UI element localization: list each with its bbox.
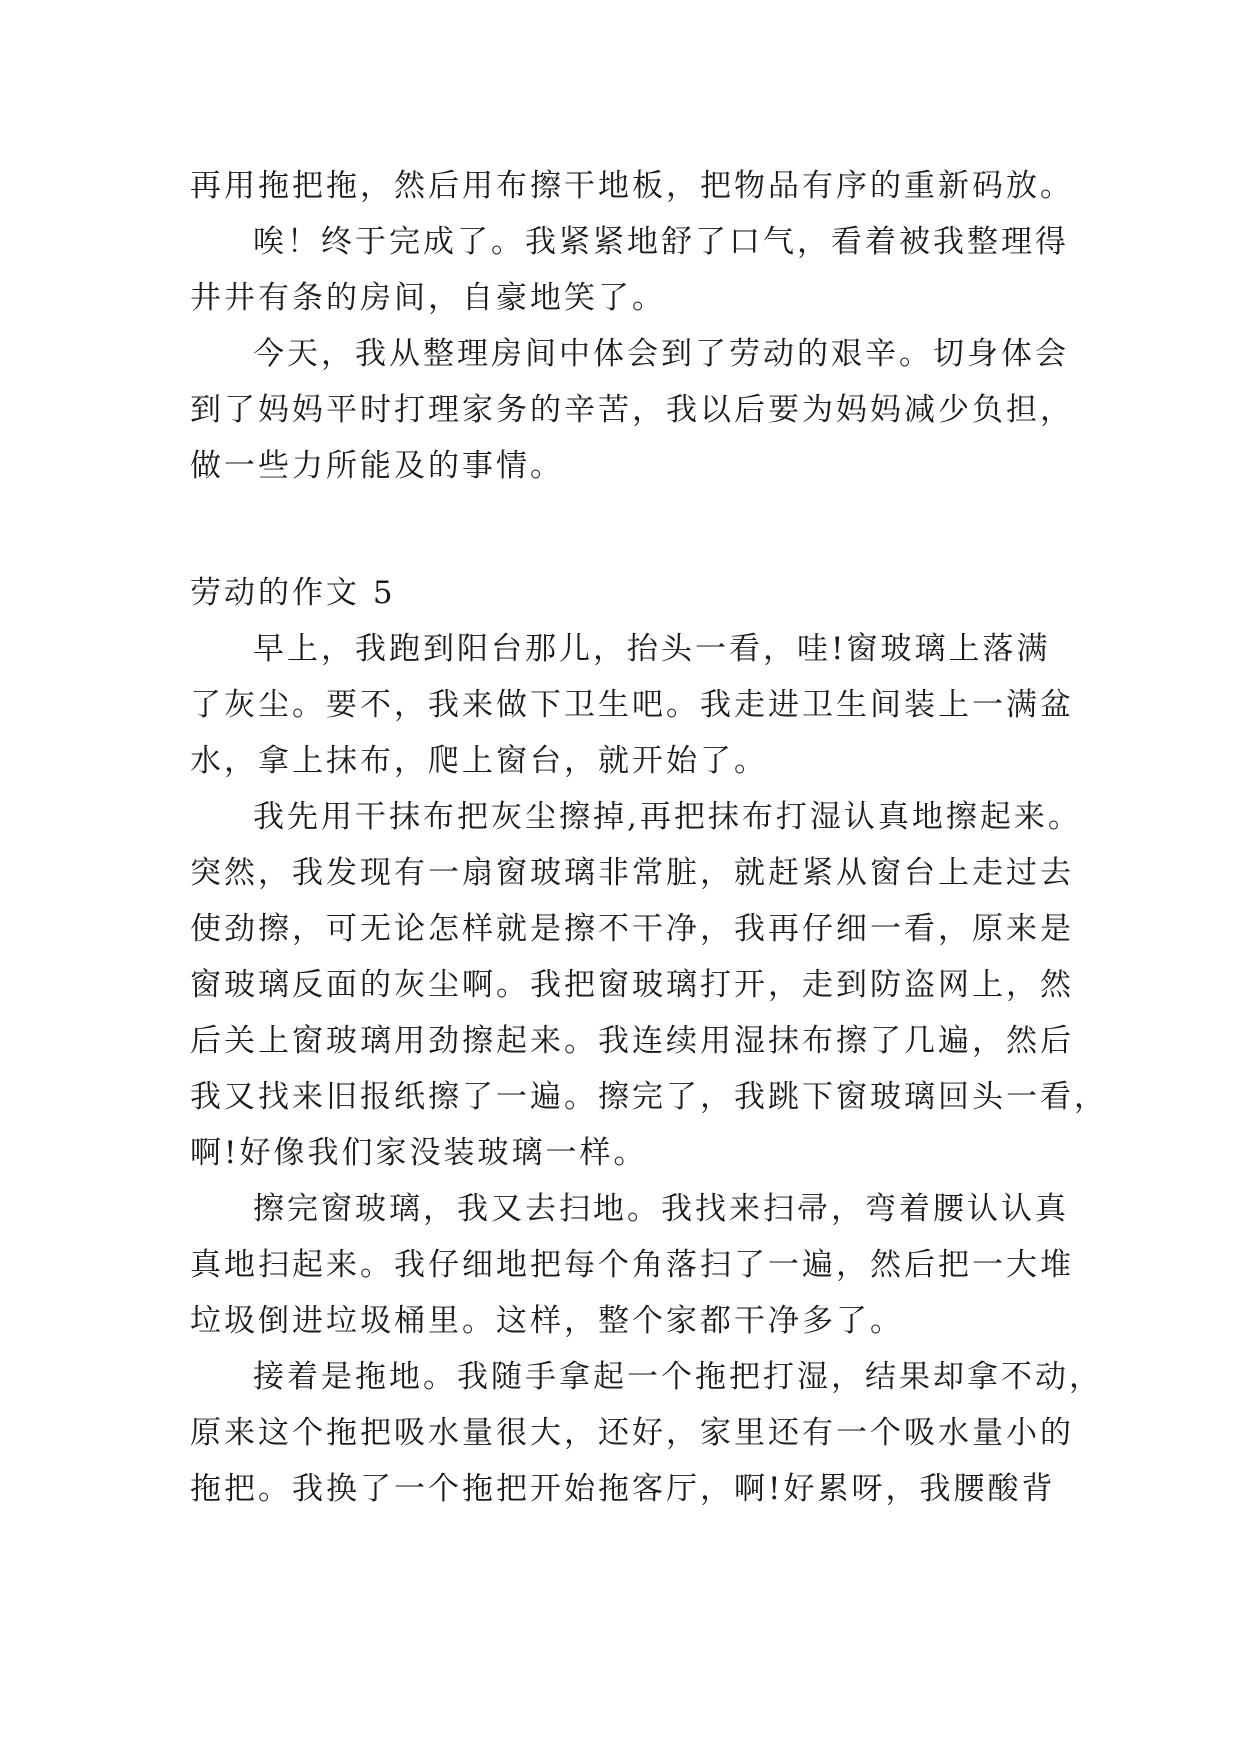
text-line: 垃圾倒进垃圾桶里。这样，整个家都干净多了。	[190, 1303, 904, 1339]
text-line: 再用拖把拖，然后用布擦干地板，把物品有序的重新码放。	[190, 168, 1074, 204]
paragraph-start: 唉！终于完成了。我紧紧地舒了口气，看着被我整理得	[253, 224, 1069, 260]
text-line: 拖把。我换了一个拖把开始拖客厅，啊!好累呀，我腰酸背	[190, 1471, 1056, 1507]
text-line: 使劲擦，可无论怎样就是擦不干净，我再仔细一看，原来是	[190, 911, 1074, 947]
section-heading: 劳动的作文 5	[190, 575, 396, 611]
paragraph-start: 今天，我从整理房间中体会到了劳动的艰辛。切身体会	[253, 336, 1069, 372]
text-line: 井井有条的房间，自豪地笑了。	[190, 280, 666, 316]
text-line: 水，拿上抹布，爬上窗台，就开始了。	[190, 743, 768, 779]
text-line: 突然，我发现有一扇窗玻璃非常脏，就赶紧从窗台上走过去	[190, 855, 1074, 891]
paragraph-start: 早上，我跑到阳台那儿，抬头一看，哇!窗玻璃上落满	[253, 631, 1051, 667]
text-line: 我又找来旧报纸擦了一遍。擦完了，我跳下窗玻璃回头一看，	[190, 1079, 1108, 1115]
text-line: 啊!好像我们家没装玻璃一样。	[190, 1135, 648, 1171]
text-line: 到了妈妈平时打理家务的辛苦，我以后要为妈妈减少负担，	[190, 392, 1074, 428]
paragraph-start: 我先用干抹布把灰尘擦掉,再把抹布打湿认真地擦起来。	[253, 799, 1082, 835]
text-line: 做一些力所能及的事情。	[190, 448, 564, 484]
text-line: 窗玻璃反面的灰尘啊。我把窗玻璃打开，走到防盗网上，然	[190, 967, 1074, 1003]
text-line: 原来这个拖把吸水量很大，还好，家里还有一个吸水量小的	[190, 1415, 1074, 1451]
text-line: 后关上窗玻璃用劲擦起来。我连续用湿抹布擦了几遍，然后	[190, 1023, 1074, 1059]
text-line: 真地扫起来。我仔细地把每个角落扫了一遍，然后把一大堆	[190, 1247, 1074, 1283]
text-line: 了灰尘。要不，我来做下卫生吧。我走进卫生间装上一满盆	[190, 687, 1074, 723]
paragraph-start: 擦完窗玻璃，我又去扫地。我找来扫帚，弯着腰认认真	[253, 1191, 1069, 1227]
paragraph-start: 接着是拖地。我随手拿起一个拖把打湿，结果却拿不动，	[253, 1359, 1103, 1395]
